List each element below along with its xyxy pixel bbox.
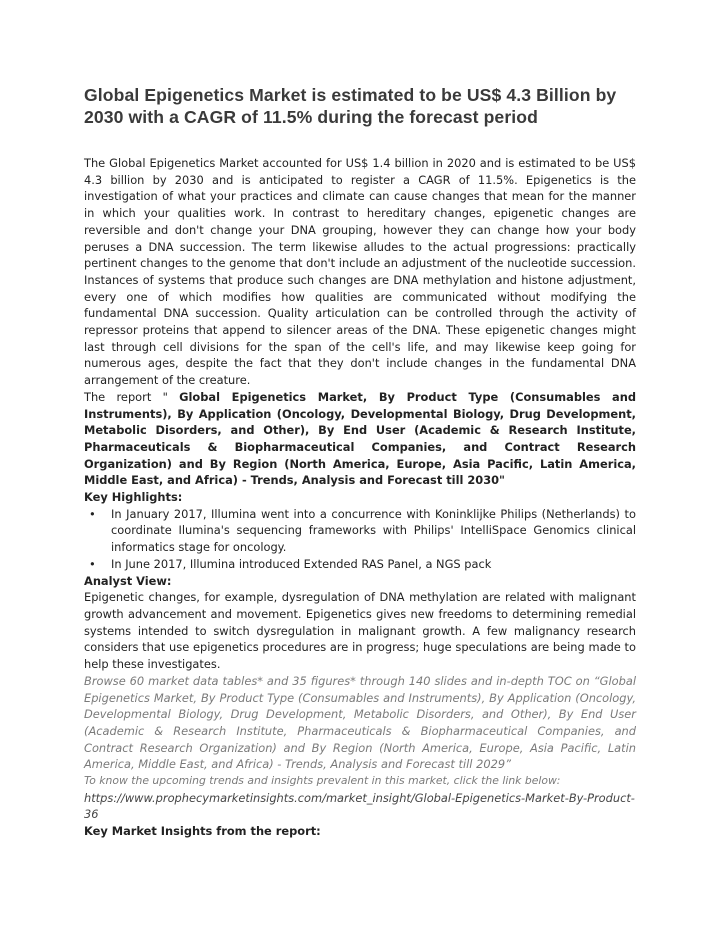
browse-paragraph: Browse 60 market data tables* and 35 figures* through 140 slides and in-depth TOC on “Global Epigenetics Market, By Product Type (Consumables and Instruments), By Application (Oncology, Developmental Biology, Drug Development, Metabolic Disorders, and Other), By End User (Academic & Research Institute, Pharmaceuticals & Biopharmaceutical Companies, and Contract Research Organization) and By Region (North America, Europe, Asia Pacific, Latin America, Middle East, and Africa) - Trends, Analysis and Forecast till 2029” xyxy=(84,673,636,772)
document-title: Global Epigenetics Market is estimated to be US$ 4.3 Billion by 2030 with a CAGR of 11.5% during the forecast period xyxy=(84,85,617,127)
intro-paragraph: The Global Epigenetics Market accounted for US$ 1.4 billion in 2020 and is estimated to be US$ 4.3 billion by 2030 and is anticipated to register a CAGR of 11.5%. Epigenetics is the investigation of what your practices and climate can cause changes that mean for the manner in which your qualities work. In contrast to hereditary changes, epigenetic changes are reversible and don't change your DNA grouping, however they can change how your body peruses a DNA succession. The term likewise alludes to the actual progressions: practically pertinent changes to the genome that don't include an adjustment of the nucleotide succession. Instances of systems that produce such changes are DNA methylation and histone adjustment, every one of which modifies how qualities are communicated without modifying the fundamental DNA succession. Quality articulation can be controlled through the activity of repressor proteins that append to silencer areas of the DNA. These epigenetic changes might last through cell divisions for the span of the cell's life, and may likewise keep going for numerous ages, despite the fact that they don't include changes in the fundamental DNA arrangement of the creature. xyxy=(84,156,636,388)
analyst-view-heading: Analyst View: xyxy=(84,573,172,588)
report-title: Global Epigenetics Market, By Product Type (Consumables and Instruments), By Application (Oncology, Developmental Biology, Drug Development, Metabolic Disorders, and Other), By End User (Academic & Research Institute, Pharmaceuticals & Biopharmaceutical Companies, and Contract Research Organization) and By Region (North America, Europe, Asia Pacific, Latin America, Middle East, and Africa) - Trends, Analysis and Forecast till 2030" xyxy=(84,389,636,488)
bullet-icon: • xyxy=(89,556,96,571)
bullet-icon: • xyxy=(89,506,96,521)
document-page xyxy=(84,84,636,840)
list-item-text: In June 2017, Illumina introduced Extended RAS Panel, a NGS pack xyxy=(111,556,492,571)
key-insights-heading: Key Market Insights from the report: xyxy=(84,824,321,839)
key-highlights-heading: Key Highlights: xyxy=(84,490,183,505)
list-item-text: In January 2017, Illumina went into a concurrence with Koninklijke Philips (Netherlands) to coordinate Ilumina's sequencing frameworks with Philips' IntelliSpace Genomics clinical informatics stage for oncology. xyxy=(111,506,636,555)
highlights-list xyxy=(84,506,636,573)
report-link[interactable]: https://www.prophecymarketinsights.com/market_insight/Global-Epigenetics-Market-By-Product-36 xyxy=(84,790,635,822)
report-prefix: The report " xyxy=(84,389,180,404)
report-paragraph xyxy=(84,389,636,489)
document-body xyxy=(84,155,636,840)
list-item xyxy=(89,556,636,573)
list-item xyxy=(89,506,636,556)
analyst-view-paragraph: Epigenetic changes, for example, dysregulation of DNA methylation are related with malignant growth advancement and movement. Epigenetics gives new freedoms to determining remedial systems intended to switch dysregulation in malignant growth. A few malignancy research considers that use epigenetics procedures are in progress; huge speculations are being made to help these investigates. xyxy=(84,590,636,672)
link-intro-text: To know the upcoming trends and insights prevalent in this market, click the link below: xyxy=(84,774,561,788)
